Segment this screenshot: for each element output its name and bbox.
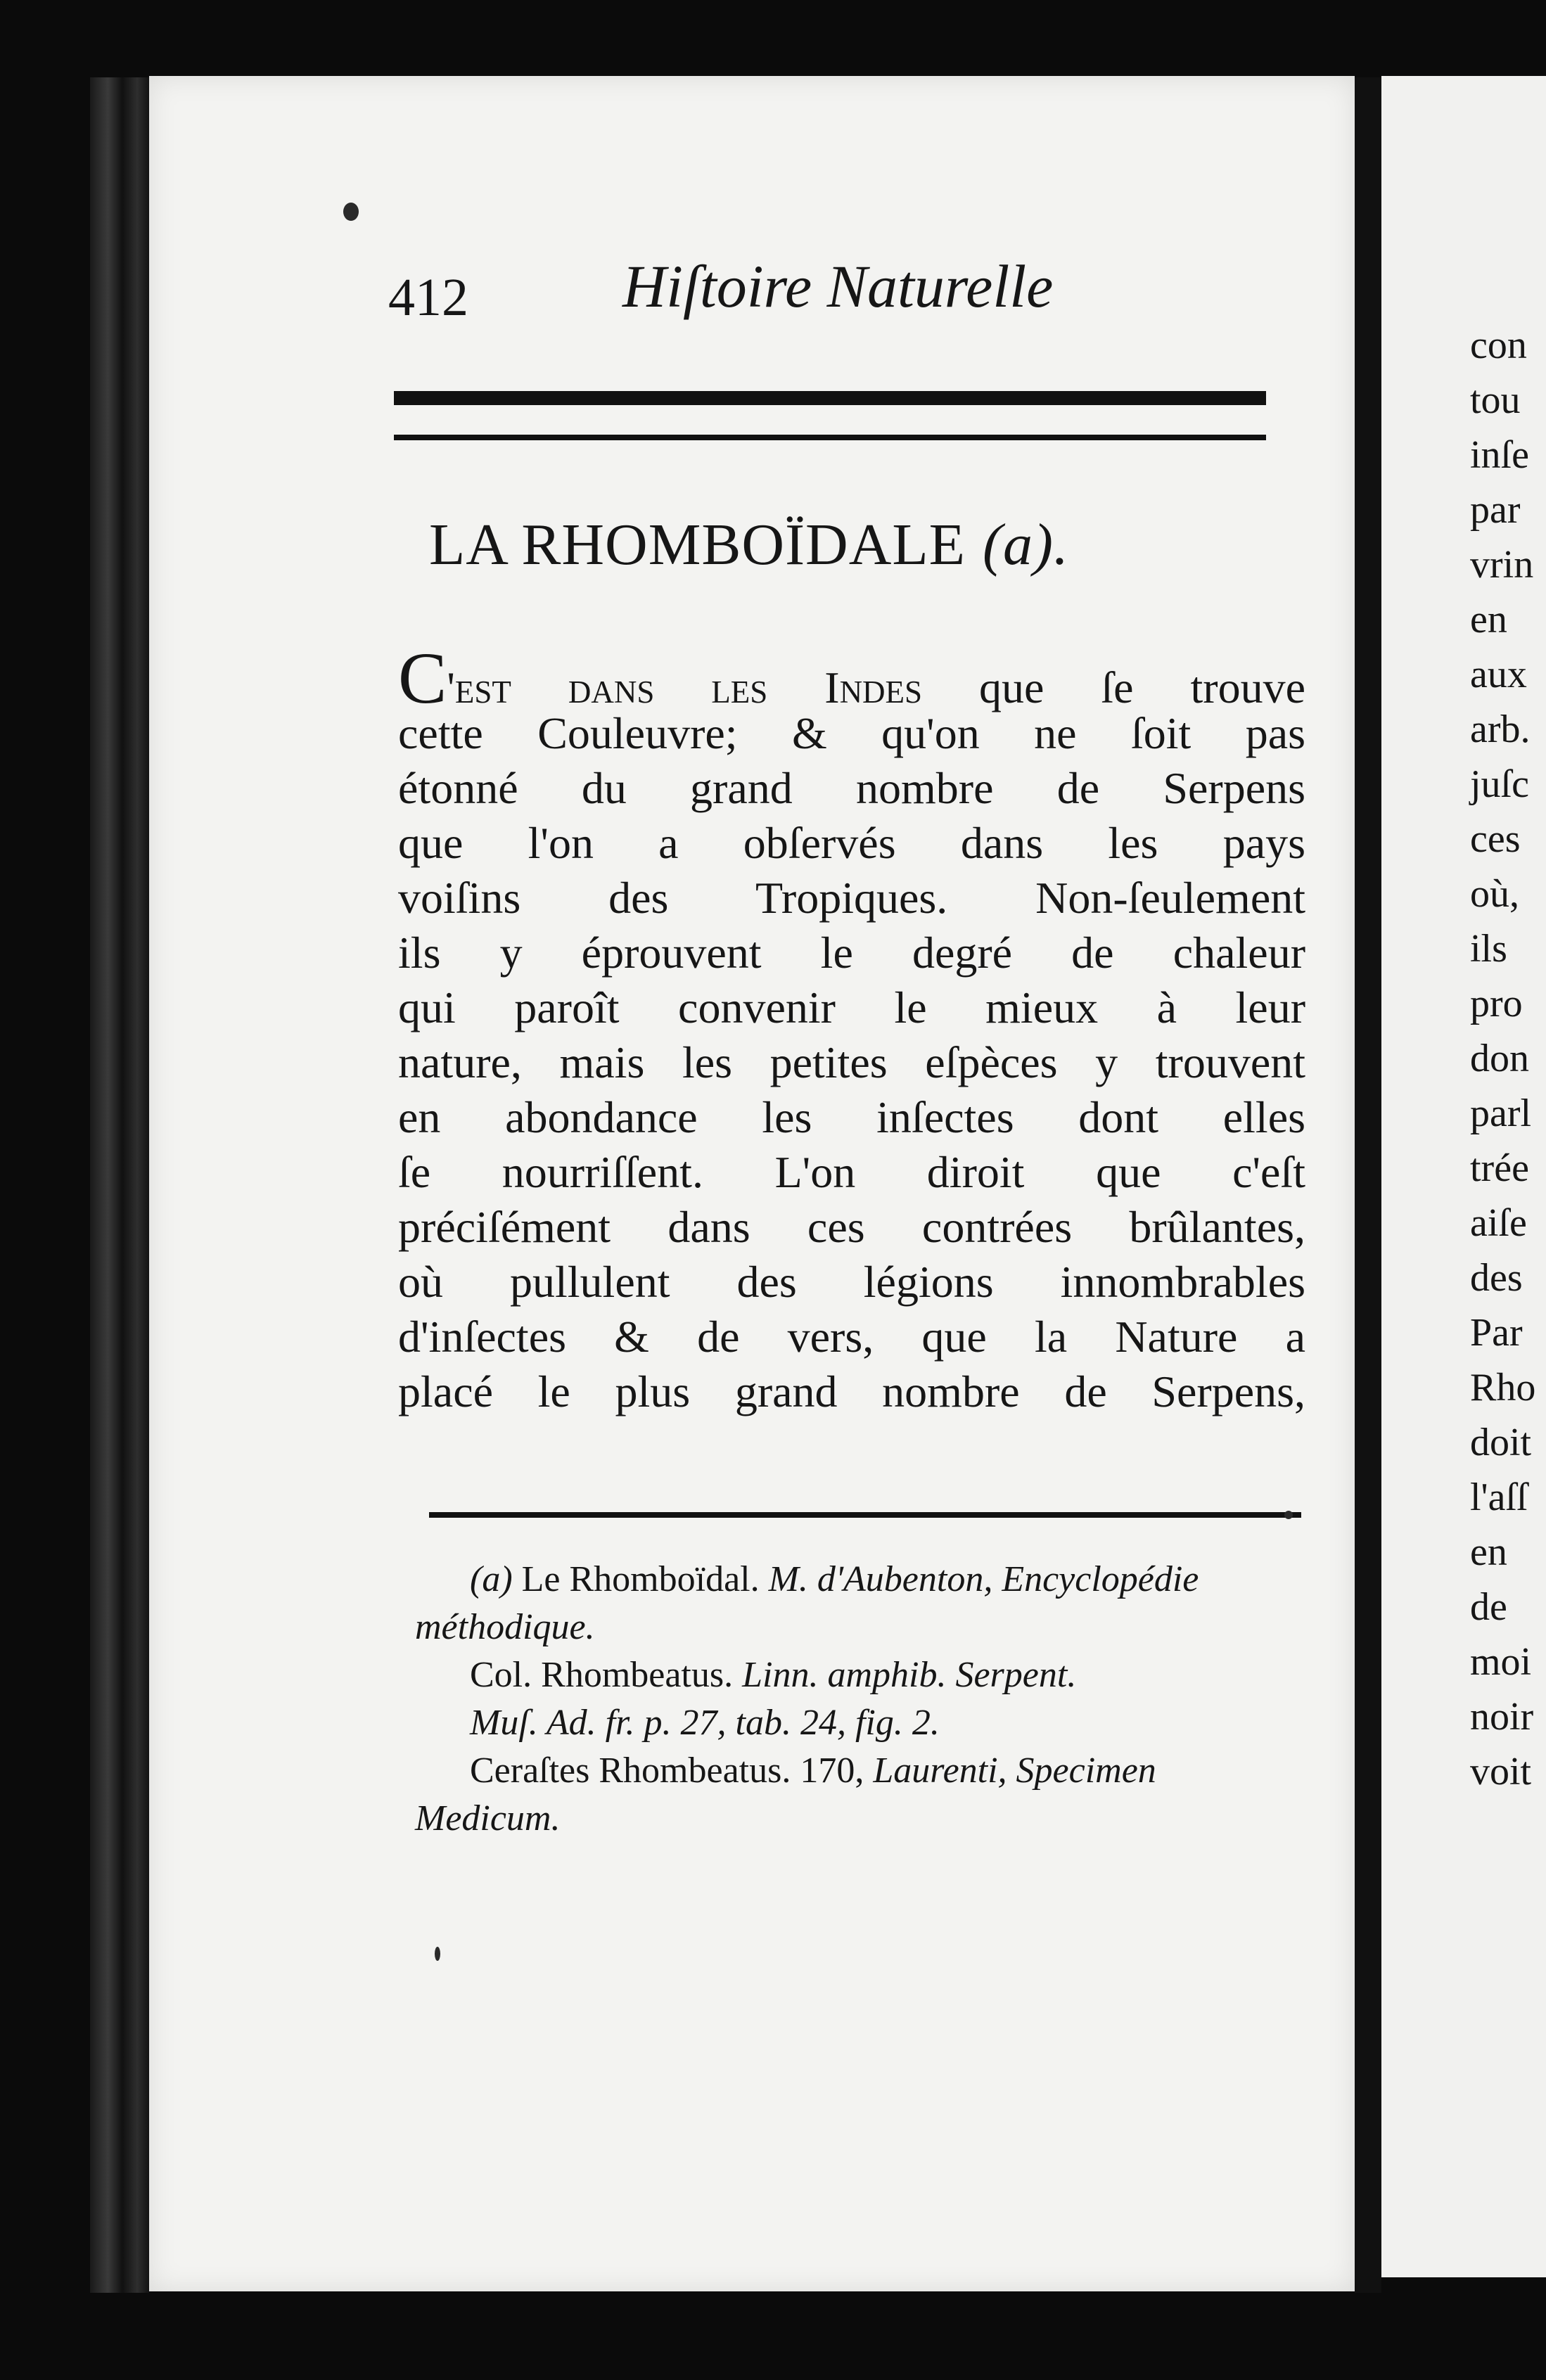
next-page-line: doit (1470, 1421, 1532, 1464)
footnote-text: Ceraſtes Rhombeatus. 170, (470, 1751, 874, 1791)
body-text (398, 638, 1305, 1419)
page-gutter (1355, 77, 1381, 2293)
next-page-line: par (1470, 488, 1521, 532)
body-line: préciſément dans ces contrées brûlantes, (398, 1202, 1305, 1252)
page-number: 412 (388, 268, 468, 327)
body-line: en abondance les inſectes dont elles (398, 1092, 1305, 1142)
next-page-line: vrin (1470, 543, 1534, 587)
footnote-line (415, 1604, 1322, 1651)
paper-speck (435, 1947, 440, 1961)
paper-speck (1284, 1511, 1293, 1519)
next-page-line: parl (1470, 1092, 1532, 1135)
body-line: d'inſectes & de vers, que la Nature a (398, 1312, 1305, 1362)
body-line: étonné du grand nombre de Serpens (398, 763, 1305, 813)
footnote-citation: Medicum. (415, 1798, 561, 1838)
chapter-heading (429, 506, 1294, 584)
next-page-line: arb. (1470, 708, 1531, 751)
paper-speck (343, 203, 359, 221)
footnote-line (415, 1699, 1322, 1747)
footnote-line (415, 1556, 1322, 1604)
footnote-citation: Linn. amphib. Serpent. (742, 1655, 1077, 1695)
footnote-citation: Muſ. Ad. fr. p. 27, tab. 24, fig. 2. (470, 1703, 940, 1743)
body-line: cette Couleuvre; & qu'on ne ſoit pas (398, 708, 1305, 758)
next-page-line: pro (1470, 982, 1523, 1025)
book-binding (90, 77, 149, 2293)
footnote-rule (429, 1512, 1301, 1518)
next-page-line: tou (1470, 378, 1521, 422)
footnote-citation: Laurenti, Specimen (873, 1751, 1156, 1791)
footnotes (415, 1556, 1322, 1843)
body-line: nature, mais les petites eſpèces y trouvent (398, 1037, 1305, 1087)
next-page-line: noir (1470, 1695, 1534, 1739)
next-page-line: des (1470, 1256, 1523, 1300)
footnote-line (415, 1651, 1322, 1699)
next-page-line: où, (1470, 872, 1519, 916)
body-line: ils y éprouvent le degré de chaleur (398, 928, 1305, 978)
footnote-citation: méthodique. (415, 1607, 595, 1647)
body-line-0 (398, 638, 1305, 719)
next-page-line: voit (1470, 1750, 1532, 1793)
next-page-line: aux (1470, 653, 1527, 696)
body-line-text: que ſe trouve (922, 663, 1305, 712)
footnote-marker: (a) (470, 1559, 513, 1599)
drop-cap: C (398, 638, 447, 719)
heading-title: LA RHOMBOÏDALE (429, 512, 966, 577)
body-line: que l'on a obſervés dans les pays (398, 818, 1305, 868)
next-page-line: l'aſſ (1470, 1476, 1528, 1519)
next-page-line: ces (1470, 817, 1521, 861)
next-page-line: juſc (1470, 762, 1529, 806)
next-page-line: moi (1470, 1640, 1532, 1684)
footnote-text: Col. Rhombeatus. (470, 1655, 743, 1695)
heading-footnote-ref: (a). (983, 512, 1069, 577)
header-rule-thick (394, 391, 1266, 405)
body-line: qui paroît convenir le mieux à leur (398, 983, 1305, 1032)
next-page-fragment (1381, 76, 1546, 2277)
next-page-line: inſe (1470, 433, 1529, 477)
next-page-line: Rho (1470, 1366, 1536, 1409)
footnote-citation: M. d'Aubenton, Encyclopédie (768, 1559, 1199, 1599)
opening-smallcaps: 'est dans les Indes (447, 663, 923, 712)
body-line: placé le plus grand nombre de Serpens, (398, 1367, 1305, 1416)
footnote-line (415, 1747, 1322, 1795)
body-line: où pullulent des légions innombrables (398, 1257, 1305, 1307)
running-title: Hiſtoire Naturelle (622, 252, 1054, 320)
next-page-line: aiſe (1470, 1201, 1527, 1245)
next-page-line: con (1470, 324, 1527, 367)
next-page-line: don (1470, 1037, 1529, 1080)
next-page-line: ils (1470, 927, 1507, 971)
footnote-line (415, 1795, 1322, 1843)
next-page-line: de (1470, 1585, 1507, 1629)
body-line: voiſins des Tropiques. Non-ſeulement (398, 873, 1305, 923)
next-page-line: Par (1470, 1311, 1523, 1355)
next-page-line: en (1470, 598, 1507, 641)
body-line: ſe nourriſſent. L'on diroit que c'eſt (398, 1147, 1305, 1197)
next-page-line: en (1470, 1530, 1507, 1574)
next-page-line: trée (1470, 1146, 1529, 1190)
footnote-text: Le Rhomboïdal. (512, 1559, 769, 1599)
header-rule-thin (394, 435, 1266, 440)
